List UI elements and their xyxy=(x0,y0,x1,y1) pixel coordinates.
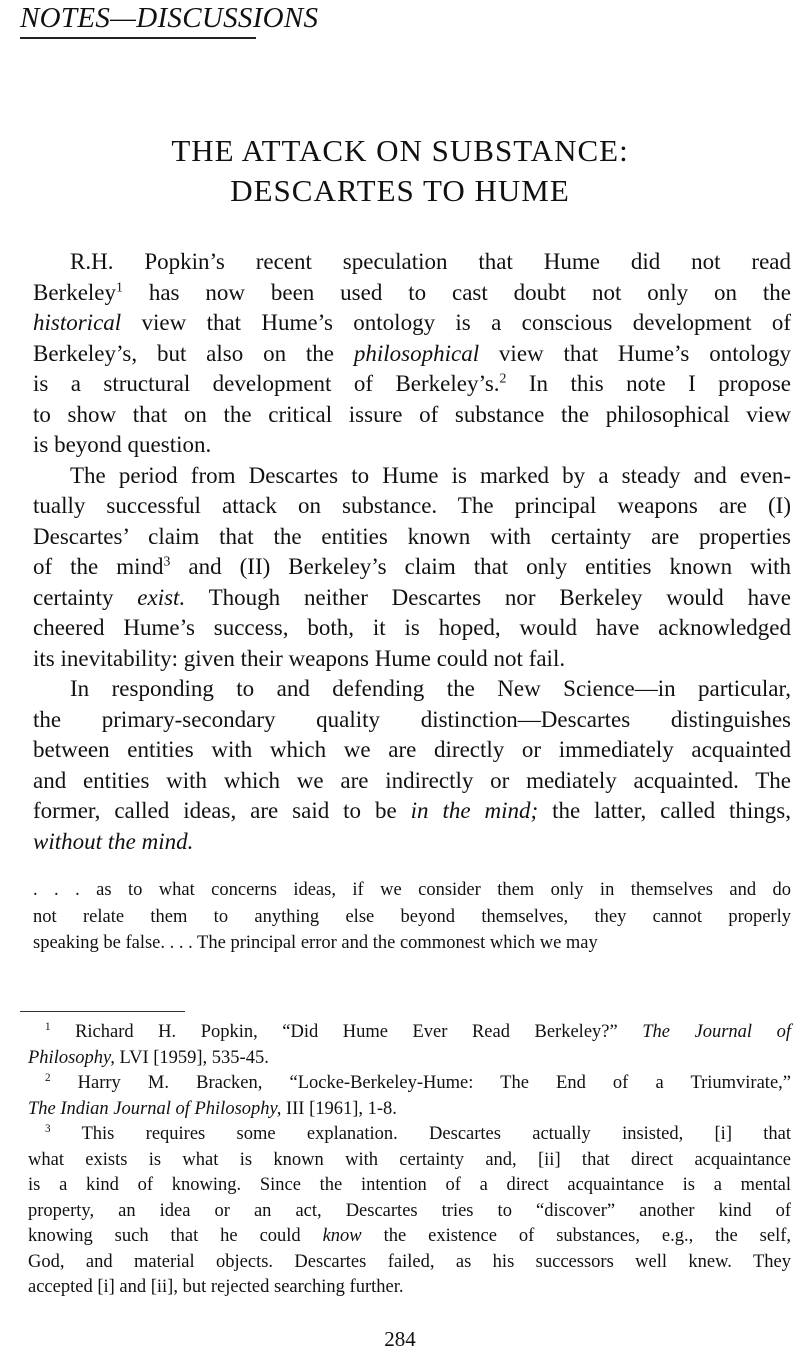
text-run: the primary-secondary quality distinction—Descartes distinguishes xyxy=(33,706,791,732)
text-run: what exists is what is known with certainty and, [ii] that direct acquaintance xyxy=(28,1149,791,1170)
italic-text: know xyxy=(322,1226,362,1246)
text-run: LVI [1959], 535-45. xyxy=(114,1047,269,1068)
text-run: In responding to and defending the New Science—in particular, xyxy=(70,676,791,701)
italic-text: philosophical xyxy=(353,340,480,366)
footnote-marker: 3 xyxy=(163,553,171,569)
footnote-line xyxy=(28,1148,791,1173)
footnote-line xyxy=(28,1275,791,1300)
footnote-line xyxy=(28,1250,791,1275)
text-run: knowing such that he could xyxy=(28,1226,323,1246)
text-run: In this note I propose xyxy=(506,371,791,396)
footnote-marker: 3 xyxy=(45,1122,51,1135)
body-line xyxy=(33,766,791,796)
text-run: certainty xyxy=(33,584,138,610)
header-rule xyxy=(20,37,256,39)
body-line xyxy=(33,644,791,674)
text-run: not relate them to anything else beyond themselves, they cannot properly xyxy=(33,906,791,927)
body-line xyxy=(33,735,791,765)
footnote-line xyxy=(45,1020,791,1045)
text-run: its inevitability: given their weapons Hume could not fail. xyxy=(33,645,566,671)
text-run: Richard H. Popkin, “Did Hume Ever Read Berkeley?” xyxy=(50,1022,643,1042)
text-run: cheered Hume’s success, both, it is hoped, would have acknowledged xyxy=(33,615,791,640)
footnote-marker: 2 xyxy=(499,370,507,386)
footnote-line xyxy=(28,1224,791,1249)
text-run: The period from Descartes to Hume is marked by a steady and even- xyxy=(70,462,791,488)
text-run: III [1961], 1-8. xyxy=(281,1098,397,1119)
footnote-marker: 1 xyxy=(45,1020,51,1033)
footnote-line xyxy=(45,1122,791,1147)
text-run: Berkeley’s, but also on the xyxy=(33,340,354,366)
text-run: tually successful attack on substance. The principal weapons are (I) xyxy=(33,493,791,518)
italic-text: Philosophy, xyxy=(28,1047,115,1068)
section-header: NOTES—DISCUSSIONS xyxy=(20,2,319,34)
text-run: of the mind xyxy=(33,554,164,579)
quote-line xyxy=(33,930,791,956)
footnote-marker: 1 xyxy=(116,278,123,294)
body-line xyxy=(33,339,791,369)
text-run: speaking be false. . . . The principal error and the commonest which we may xyxy=(33,933,598,953)
body-line xyxy=(33,430,791,460)
text-run: Though neither Descartes nor Berkeley would have xyxy=(185,584,791,610)
text-run: . . . as to what concerns ideas, if we consider them only in themselves and do xyxy=(33,880,791,900)
text-run: the existence of substances, e.g., the self, xyxy=(361,1226,791,1246)
body-line xyxy=(33,400,791,430)
italic-text: exist. xyxy=(137,584,186,610)
text-run: to show that on the critical issure of substance the philosophical view xyxy=(33,401,791,427)
italic-text: historical xyxy=(33,310,122,335)
text-run: and entities with which we are indirectly or mediately acquainted. The xyxy=(33,767,791,793)
footnote-rule xyxy=(20,1011,185,1012)
text-run: accepted [i] and [ii], but rejected searching further. xyxy=(28,1277,404,1297)
body-line xyxy=(33,613,791,643)
body-line xyxy=(33,278,791,308)
italic-text: without the mind. xyxy=(33,828,194,854)
text-run: This requires some explanation. Descartes actually insisted, [i] that xyxy=(50,1124,791,1144)
text-run: view that Hume’s ontology xyxy=(479,340,791,366)
footnote-line xyxy=(28,1199,791,1224)
body-line xyxy=(70,461,791,491)
text-run: former, called ideas, are said to be xyxy=(33,798,411,823)
body-line xyxy=(33,522,791,552)
body-line xyxy=(33,369,791,399)
footnote-line xyxy=(28,1046,791,1071)
footnote-line xyxy=(28,1173,791,1198)
text-run: Berkeley xyxy=(33,279,117,305)
text-run: property, an idea or an act, Descartes tries to “discover” another kind of xyxy=(28,1200,791,1221)
body-line xyxy=(33,308,791,338)
body-line xyxy=(33,705,791,735)
article-title-line-2: DESCARTES TO HUME xyxy=(230,173,570,208)
text-run: is a structural development of Berkeley’s. xyxy=(33,371,500,396)
page-number: 284 xyxy=(384,1327,416,1351)
text-run: view that Hume’s ontology is a conscious development of xyxy=(121,310,791,335)
body-line xyxy=(33,827,791,857)
italic-text: in the mind; xyxy=(410,798,539,823)
text-run: R.H. Popkin’s recent speculation that Hume did not read xyxy=(70,249,791,274)
article-title-line-1: THE ATTACK ON SUBSTANCE: xyxy=(171,133,629,168)
body-line xyxy=(33,796,791,826)
body-line xyxy=(33,583,791,613)
body-line xyxy=(33,491,791,521)
text-run: the latter, called things, xyxy=(538,798,791,823)
quote-line xyxy=(33,904,791,930)
body-line xyxy=(70,674,791,704)
body-line xyxy=(33,552,791,582)
text-run: between entities with which we are directly or immediately acquainted xyxy=(33,737,791,762)
text-run: and (II) Berkeley’s claim that only entities known with xyxy=(170,554,791,579)
text-run: Descartes’ claim that the entities known with certainty are properties xyxy=(33,523,791,549)
text-run: has now been used to cast doubt not only on the xyxy=(122,279,791,305)
text-run: Harry M. Bracken, “Locke-Berkeley-Hume: The End of a Triumvirate,” xyxy=(50,1073,791,1093)
footnote-line xyxy=(28,1097,791,1122)
italic-text: The Indian Journal of Philosophy, xyxy=(28,1098,282,1119)
text-run: God, and material objects. Descartes failed, as his successors well knew. They xyxy=(28,1251,791,1272)
footnote-marker: 2 xyxy=(45,1071,51,1084)
text-run: is a kind of knowing. Since the intention of a direct acquaintance is a mental xyxy=(28,1175,791,1195)
footnote-line xyxy=(45,1071,791,1096)
italic-text: The Journal of xyxy=(642,1022,791,1042)
text-run: is beyond question. xyxy=(33,432,212,457)
body-line xyxy=(70,247,791,277)
quote-line xyxy=(33,877,791,903)
